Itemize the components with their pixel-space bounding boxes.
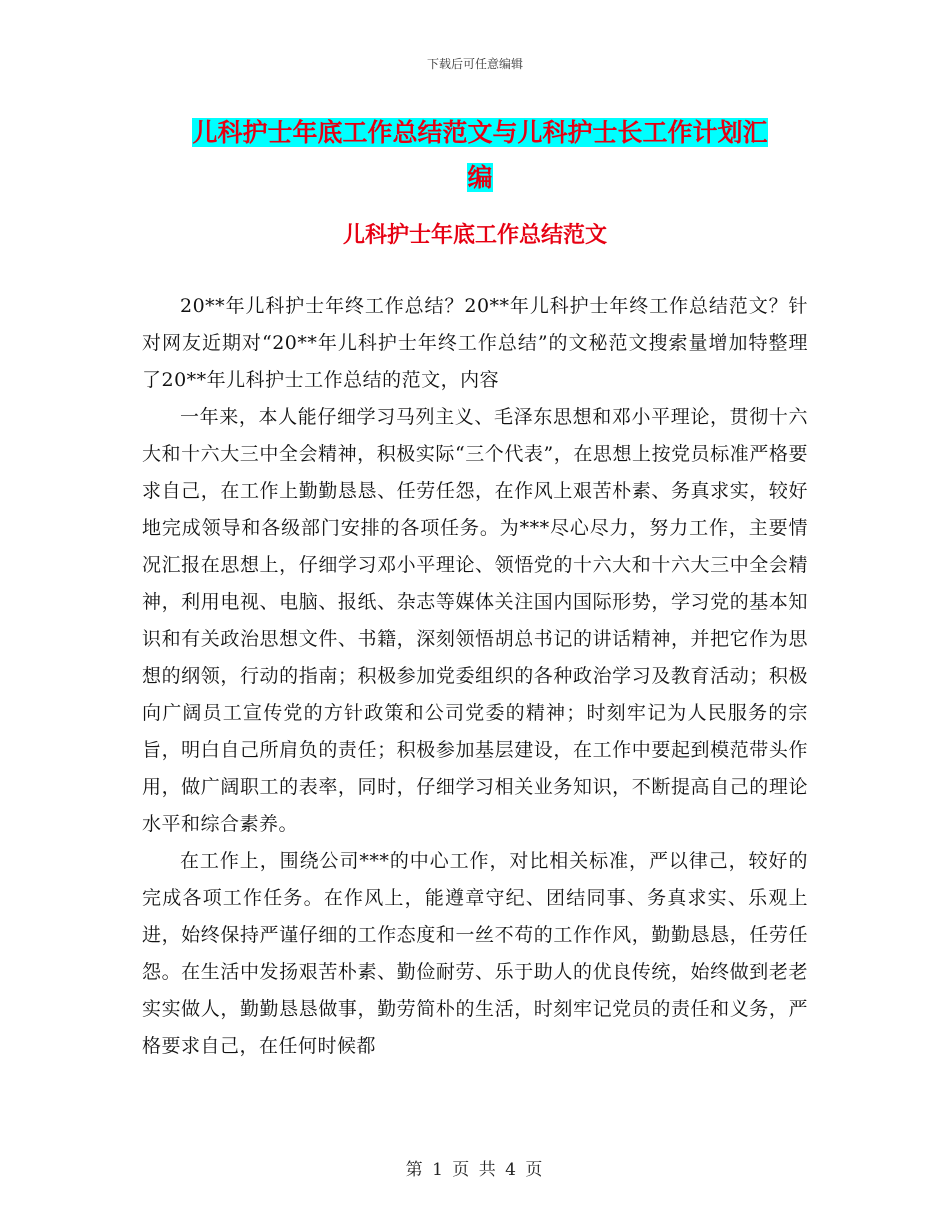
document-body (142, 288, 808, 1065)
header-note: 下载后可任意编辑 (426, 57, 523, 71)
paragraph-3: 在工作上，围绕公司***的中心工作，对比相关标准，严以律己，较好的完成各项工作任务。在作风上，能遵章守纪、团结同事、务真求实、乐观上进，始终保持严谨仔细的工作态度和一丝不苟的工作作风，勤勤恳恳，任劳任怨。在生活中发扬艰苦朴素、勤俭耐劳、乐于助人的优良传统，始终做到老老实实做人，勤勤恳恳做事，勤劳简朴的生活，时刻牢记党员的责任和义务，严格要求自己，在任何时候都 (142, 850, 808, 1057)
page-number: 第 1 页 共 4 页 (405, 1160, 545, 1180)
document-title-line-2: 编 (467, 163, 493, 192)
section-title: 儿科护士年底工作总结范文 (342, 222, 607, 248)
document-title (140, 110, 820, 200)
document-title-line-1: 儿科护士年底工作总结范文与儿科护士长工作计划汇 (192, 118, 768, 147)
paragraph-1: 20**年儿科护士年终工作总结？20**年儿科护士年终工作总结范文？针对网友近期对“20**年儿科护士年终工作总结”的文秘范文搜索量增加特整理了20**年儿科护士工作总结的范文，内容 (142, 295, 808, 391)
paragraph-2: 一年来，本人能仔细学习马列主义、毛泽东思想和邓小平理论，贯彻十六大和十六大三中全会精神，积极实际“三个代表”，在思想上按党员标准严格要求自己，在工作上勤勤恳恳、任劳任怨，在作风上艰苦朴素、务真求实，较好地完成领导和各级部门安排的各项任务。为***尽心尽力，努力工作，主要情况汇报在思想上，仔细学习邓小平理论、领悟党的十六大和十六大三中全会精神，利用电视、电脑、报纸、杂志等媒体关注国内国际形势，学习党的基本知识和有关政治思想文件、书籍，深刻领悟胡总书记的讲话精神，并把它作为思想的纲领，行动的指南；积极参加党委组织的各种政治学习及教育活动；积极向广阔员工宣传党的方针政策和公司党委的精神；时刻牢记为人民服务的宗旨，明白自己所肩负的责任；积极参加基层建设，在工作中要起到模范带头作用，做广阔职工的表率，同时，仔细学习相关业务知识，不断提高自己的理论水平和综合素养。 (142, 406, 808, 835)
